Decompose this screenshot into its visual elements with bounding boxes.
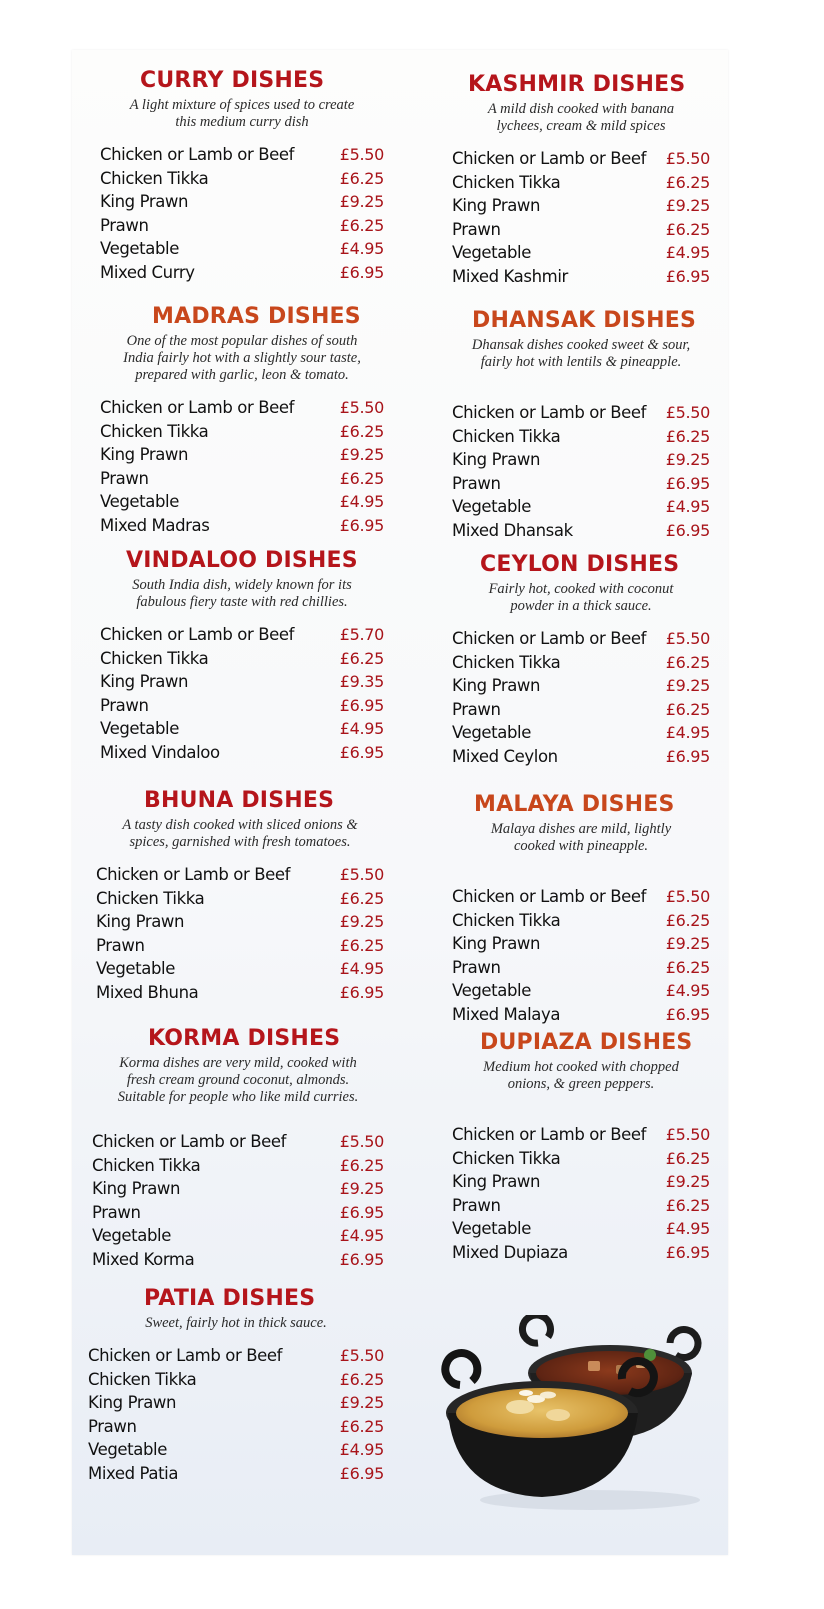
- menu-item-row: [100, 647, 384, 671]
- malaya-item-list: [452, 885, 710, 1026]
- menu-item-row: [452, 651, 710, 675]
- menu-item-name: Mixed Curry: [100, 262, 195, 282]
- menu-item-price: £4.95: [339, 719, 384, 739]
- menu-item-price: £6.25: [665, 172, 710, 192]
- menu-item-name: Prawn: [100, 215, 149, 235]
- menu-item-row: [100, 694, 384, 718]
- menu-item-name: Vegetable: [88, 1440, 167, 1460]
- menu-item-price: £6.95: [339, 1463, 384, 1483]
- section-madras: [100, 304, 384, 537]
- menu-item-row: [100, 214, 384, 238]
- menu-item-name: Chicken or Lamb or Beef: [452, 149, 647, 169]
- menu-item-row: [88, 1368, 384, 1392]
- menu-item-row: [96, 981, 384, 1005]
- korma-item-list: [92, 1130, 384, 1271]
- description-line: onions, & green peppers.: [507, 1076, 655, 1092]
- menu-item-price: £6.25: [665, 910, 710, 930]
- menu-item-price: £6.95: [339, 695, 384, 715]
- menu-item-name: Mixed Kashmir: [452, 266, 568, 286]
- menu-item-name: Chicken or Lamb or Beef: [100, 145, 295, 165]
- bhuna-item-list: [96, 863, 384, 1004]
- menu-item-row: [100, 143, 384, 167]
- menu-item-name: Mixed Bhuna: [96, 982, 199, 1002]
- dhansak-description: [452, 337, 710, 371]
- menu-item-price: £5.50: [665, 149, 710, 169]
- menu-item-name: Prawn: [452, 1195, 501, 1215]
- menu-item-row: [96, 887, 384, 911]
- menu-item-price: £5.50: [665, 403, 710, 423]
- menu-item-row: [452, 218, 710, 242]
- dupiaza-item-list: [452, 1123, 710, 1264]
- menu-item-name: Prawn: [96, 935, 145, 955]
- menu-item-name: Chicken Tikka: [452, 172, 561, 192]
- menu-item-name: Vegetable: [452, 981, 531, 1001]
- menu-item-name: King Prawn: [452, 1172, 541, 1192]
- ceylon-item-list: [452, 627, 710, 768]
- menu-item-price: £6.25: [665, 426, 710, 446]
- menu-item-price: £5.50: [665, 887, 710, 907]
- menu-item-row: [452, 401, 710, 425]
- menu-item-row: [452, 979, 710, 1003]
- menu-item-price: £6.95: [665, 1004, 710, 1024]
- menu-item-name: Prawn: [100, 695, 149, 715]
- menu-item-row: [452, 147, 710, 171]
- kashmir-description: [452, 101, 710, 135]
- menu-item-name: Vegetable: [452, 243, 531, 263]
- menu-item-row: [452, 519, 710, 543]
- menu-item-price: £5.50: [339, 145, 384, 165]
- menu-item-row: [96, 863, 384, 887]
- curry-bowls-icon: [440, 1315, 710, 1515]
- menu-item-row: [452, 674, 710, 698]
- menu-item-row: [452, 627, 710, 651]
- section-malaya: [452, 792, 710, 1026]
- menu-item-price: £4.95: [339, 959, 384, 979]
- menu-item-name: Prawn: [452, 957, 501, 977]
- menu-item-price: £6.95: [339, 262, 384, 282]
- description-line: Suitable for people who like mild curries.: [117, 1089, 359, 1105]
- menu-item-price: £9.25: [665, 676, 710, 696]
- menu-item-row: [96, 910, 384, 934]
- menu-item-price: £4.95: [339, 1440, 384, 1460]
- menu-item-price: £5.70: [339, 625, 384, 645]
- menu-item-row: [92, 1201, 384, 1225]
- menu-item-price: £4.95: [665, 243, 710, 263]
- menu-item-price: £6.95: [665, 266, 710, 286]
- menu-item-row: [100, 396, 384, 420]
- menu-item-price: £9.25: [339, 1393, 384, 1413]
- dhansak-item-list: [452, 401, 710, 542]
- menu-item-row: [452, 932, 710, 956]
- bhuna-description: [96, 817, 384, 851]
- menu-item-name: Chicken or Lamb or Beef: [100, 625, 295, 645]
- menu-item-name: Chicken or Lamb or Beef: [452, 1125, 647, 1145]
- kashmir-item-list: [452, 147, 710, 288]
- description-line: Medium hot cooked with chopped: [483, 1059, 679, 1075]
- description-line: A light mixture of spices used to create: [129, 97, 355, 113]
- menu-item-row: [452, 1003, 710, 1027]
- menu-item-price: £4.95: [339, 239, 384, 259]
- menu-item-name: Chicken or Lamb or Beef: [452, 887, 647, 907]
- menu-item-name: King Prawn: [452, 676, 541, 696]
- menu-item-price: £9.25: [665, 196, 710, 216]
- malaya-title: MALAYA DISHES: [474, 792, 675, 817]
- madras-description: [100, 333, 384, 384]
- menu-item-name: King Prawn: [96, 912, 185, 932]
- menu-item-price: £4.95: [665, 497, 710, 517]
- menu-item-row: [88, 1462, 384, 1486]
- description-line: Malaya dishes are mild, lightly: [490, 821, 672, 837]
- menu-item-name: Prawn: [452, 699, 501, 719]
- menu-item-name: Chicken Tikka: [100, 168, 209, 188]
- menu-sheet: [72, 50, 728, 1555]
- description-line: fabulous fiery taste with red chillies.: [136, 594, 348, 610]
- madras-item-list: [100, 396, 384, 537]
- section-curry: [100, 68, 384, 284]
- menu-item-price: £6.95: [665, 520, 710, 540]
- description-line: fresh cream ground coconut, almonds.: [126, 1072, 350, 1088]
- menu-item-name: Chicken Tikka: [92, 1155, 201, 1175]
- section-patia: [88, 1286, 384, 1485]
- menu-item-price: £6.95: [339, 742, 384, 762]
- patia-description: [88, 1315, 384, 1332]
- menu-item-price: £6.25: [665, 957, 710, 977]
- menu-item-row: [100, 490, 384, 514]
- menu-item-price: £5.50: [339, 1132, 384, 1152]
- menu-item-price: £5.50: [339, 1346, 384, 1366]
- menu-item-price: £6.25: [339, 421, 384, 441]
- menu-item-name: Chicken Tikka: [452, 1148, 561, 1168]
- menu-item-name: Prawn: [452, 219, 501, 239]
- description-line: South India dish, widely known for its: [132, 577, 352, 593]
- menu-item-row: [452, 745, 710, 769]
- menu-item-price: £6.25: [665, 699, 710, 719]
- menu-item-name: Chicken Tikka: [100, 421, 209, 441]
- menu-item-row: [452, 909, 710, 933]
- ceylon-description: [452, 581, 710, 615]
- section-vindaloo: [100, 548, 384, 764]
- menu-item-row: [452, 171, 710, 195]
- menu-item-price: £6.25: [665, 1195, 710, 1215]
- menu-item-row: [452, 472, 710, 496]
- dupiaza-title: DUPIAZA DISHES: [480, 1030, 693, 1055]
- menu-item-row: [452, 1170, 710, 1194]
- menu-item-price: £5.50: [339, 398, 384, 418]
- menu-item-name: Prawn: [88, 1416, 137, 1436]
- menu-item-row: [452, 495, 710, 519]
- description-line: A tasty dish cooked with sliced onions &: [122, 817, 358, 833]
- menu-item-price: £5.50: [665, 629, 710, 649]
- menu-item-price: £6.25: [339, 468, 384, 488]
- menu-item-row: [100, 717, 384, 741]
- menu-item-name: King Prawn: [100, 192, 189, 212]
- menu-item-price: £6.25: [339, 1369, 384, 1389]
- menu-item-row: [452, 1217, 710, 1241]
- menu-item-price: £9.25: [339, 1179, 384, 1199]
- vindaloo-item-list: [100, 623, 384, 764]
- menu-item-price: £9.25: [665, 450, 710, 470]
- menu-item-row: [88, 1438, 384, 1462]
- menu-item-row: [100, 443, 384, 467]
- menu-item-row: [96, 934, 384, 958]
- menu-item-name: Vegetable: [96, 959, 175, 979]
- menu-item-name: King Prawn: [92, 1179, 181, 1199]
- description-line: fairly hot with lentils & pineapple.: [480, 354, 682, 370]
- menu-item-price: £6.25: [339, 215, 384, 235]
- menu-item-price: £6.95: [665, 1242, 710, 1262]
- menu-item-price: £6.25: [339, 888, 384, 908]
- menu-item-price: £5.50: [339, 865, 384, 885]
- description-line: cooked with pineapple.: [513, 838, 649, 854]
- vindaloo-title: VINDALOO DISHES: [126, 548, 358, 573]
- menu-item-row: [100, 190, 384, 214]
- menu-item-name: Chicken or Lamb or Beef: [88, 1346, 283, 1366]
- dupiaza-description: [452, 1059, 710, 1093]
- menu-item-name: King Prawn: [88, 1393, 177, 1413]
- menu-item-price: £9.25: [339, 192, 384, 212]
- menu-item-name: Chicken or Lamb or Beef: [452, 403, 647, 423]
- menu-item-name: Chicken Tikka: [452, 910, 561, 930]
- curry-description: [100, 97, 384, 131]
- curry-title: CURRY DISHES: [140, 68, 325, 93]
- vindaloo-description: [100, 577, 384, 611]
- menu-item-name: Mixed Ceylon: [452, 746, 558, 766]
- menu-item-name: Chicken Tikka: [452, 652, 561, 672]
- menu-item-name: Vegetable: [452, 1219, 531, 1239]
- menu-item-name: Mixed Madras: [100, 515, 210, 535]
- bhuna-title: BHUNA DISHES: [144, 788, 335, 813]
- menu-item-row: [100, 167, 384, 191]
- korma-title: KORMA DISHES: [148, 1026, 341, 1051]
- menu-item-name: Mixed Malaya: [452, 1004, 561, 1024]
- menu-item-price: £6.25: [665, 1148, 710, 1168]
- menu-item-row: [100, 514, 384, 538]
- menu-item-name: Chicken or Lamb or Beef: [100, 398, 295, 418]
- menu-item-name: Chicken or Lamb or Beef: [96, 865, 291, 885]
- menu-item-row: [92, 1224, 384, 1248]
- madras-title: MADRAS DISHES: [152, 304, 361, 329]
- menu-item-price: £6.95: [339, 982, 384, 1002]
- menu-item-name: Chicken Tikka: [88, 1369, 197, 1389]
- description-line: this medium curry dish: [175, 114, 309, 130]
- menu-item-row: [452, 721, 710, 745]
- korma-description: [92, 1055, 384, 1106]
- menu-item-price: £6.25: [339, 168, 384, 188]
- patia-item-list: [88, 1344, 384, 1485]
- menu-item-price: £9.25: [339, 912, 384, 932]
- menu-item-row: [92, 1177, 384, 1201]
- menu-item-price: £6.95: [339, 1202, 384, 1222]
- menu-item-price: £6.25: [665, 219, 710, 239]
- menu-item-row: [88, 1344, 384, 1368]
- menu-item-name: Mixed Dupiaza: [452, 1242, 568, 1262]
- menu-item-name: Vegetable: [100, 719, 179, 739]
- menu-item-price: £4.95: [665, 1219, 710, 1239]
- menu-item-price: £6.25: [339, 935, 384, 955]
- menu-item-name: Vegetable: [452, 497, 531, 517]
- menu-item-row: [452, 241, 710, 265]
- description-line: Dhansak dishes cooked sweet & sour,: [471, 337, 691, 353]
- description-line: Korma dishes are very mild, cooked with: [119, 1055, 357, 1071]
- menu-item-name: King Prawn: [452, 196, 541, 216]
- menu-item-row: [100, 670, 384, 694]
- menu-item-price: £6.95: [339, 1249, 384, 1269]
- menu-item-price: £6.25: [339, 1416, 384, 1436]
- description-line: India fairly hot with a slightly sour taste,: [123, 350, 361, 366]
- menu-item-row: [100, 623, 384, 647]
- description-line: One of the most popular dishes of south: [126, 333, 358, 349]
- menu-item-name: Chicken Tikka: [452, 426, 561, 446]
- menu-item-price: £4.95: [339, 1226, 384, 1246]
- description-line: lychees, cream & mild spices: [496, 118, 666, 134]
- menu-item-price: £6.25: [339, 648, 384, 668]
- section-dhansak: [452, 308, 710, 542]
- menu-item-name: Mixed Vindaloo: [100, 742, 220, 762]
- description-line: Sweet, fairly hot in thick sauce.: [145, 1315, 327, 1331]
- menu-item-row: [452, 1194, 710, 1218]
- menu-item-name: Chicken or Lamb or Beef: [452, 629, 647, 649]
- menu-item-name: Chicken Tikka: [96, 888, 205, 908]
- menu-item-name: Chicken or Lamb or Beef: [92, 1132, 287, 1152]
- menu-item-row: [452, 956, 710, 980]
- menu-item-row: [452, 1241, 710, 1265]
- menu-item-name: Vegetable: [92, 1226, 171, 1246]
- menu-item-name: King Prawn: [452, 450, 541, 470]
- menu-item-row: [100, 741, 384, 765]
- menu-item-row: [100, 420, 384, 444]
- menu-item-price: £6.95: [339, 515, 384, 535]
- malaya-description: [452, 821, 710, 855]
- description-line: prepared with garlic, leon & tomato.: [135, 367, 349, 383]
- menu-item-name: Mixed Korma: [92, 1249, 195, 1269]
- patia-title: PATIA DISHES: [144, 1286, 316, 1311]
- menu-item-row: [96, 957, 384, 981]
- menu-item-name: Mixed Dhansak: [452, 520, 573, 540]
- section-bhuna: [96, 788, 384, 1004]
- section-korma: [92, 1026, 384, 1271]
- description-line: Fairly hot, cooked with coconut: [488, 581, 674, 597]
- menu-item-row: [88, 1415, 384, 1439]
- menu-item-row: [452, 885, 710, 909]
- menu-item-price: £9.35: [339, 672, 384, 692]
- description-line: powder in a thick sauce.: [510, 598, 652, 614]
- menu-item-row: [452, 698, 710, 722]
- menu-item-name: Prawn: [452, 473, 501, 493]
- menu-item-name: Prawn: [100, 468, 149, 488]
- menu-item-name: King Prawn: [100, 672, 189, 692]
- menu-item-price: £4.95: [339, 492, 384, 512]
- menu-item-row: [452, 1147, 710, 1171]
- menu-item-row: [100, 237, 384, 261]
- description-line: A mild dish cooked with banana: [487, 101, 675, 117]
- menu-item-name: Mixed Patia: [88, 1463, 179, 1483]
- menu-item-row: [100, 467, 384, 491]
- menu-item-row: [88, 1391, 384, 1415]
- menu-item-name: Chicken Tikka: [100, 648, 209, 668]
- menu-item-name: King Prawn: [452, 934, 541, 954]
- menu-item-price: £6.95: [665, 746, 710, 766]
- menu-item-row: [452, 1123, 710, 1147]
- menu-item-price: £6.25: [665, 652, 710, 672]
- description-line: spices, garnished with fresh tomatoes.: [129, 834, 351, 850]
- menu-item-name: King Prawn: [100, 445, 189, 465]
- menu-item-price: £6.95: [665, 473, 710, 493]
- menu-item-row: [100, 261, 384, 285]
- menu-item-name: Vegetable: [100, 239, 179, 259]
- menu-item-price: £4.95: [665, 981, 710, 1001]
- ceylon-title: CEYLON DISHES: [480, 552, 680, 577]
- menu-item-name: Prawn: [92, 1202, 141, 1222]
- menu-item-price: £9.25: [665, 934, 710, 954]
- menu-item-row: [92, 1248, 384, 1272]
- menu-item-row: [92, 1130, 384, 1154]
- dhansak-title: DHANSAK DISHES: [472, 308, 697, 333]
- menu-item-row: [92, 1154, 384, 1178]
- section-kashmir: [452, 72, 710, 288]
- menu-item-row: [452, 425, 710, 449]
- kashmir-title: KASHMIR DISHES: [468, 72, 686, 97]
- menu-item-name: Vegetable: [452, 723, 531, 743]
- menu-item-row: [452, 448, 710, 472]
- menu-item-row: [452, 194, 710, 218]
- menu-item-row: [452, 265, 710, 289]
- section-ceylon: [452, 552, 710, 768]
- menu-item-price: £4.95: [665, 723, 710, 743]
- menu-item-price: £6.25: [339, 1155, 384, 1175]
- curry-item-list: [100, 143, 384, 284]
- menu-item-price: £5.50: [665, 1125, 710, 1145]
- menu-item-price: £9.25: [339, 445, 384, 465]
- menu-item-name: Vegetable: [100, 492, 179, 512]
- section-dupiaza: [452, 1030, 710, 1264]
- menu-item-price: £9.25: [665, 1172, 710, 1192]
